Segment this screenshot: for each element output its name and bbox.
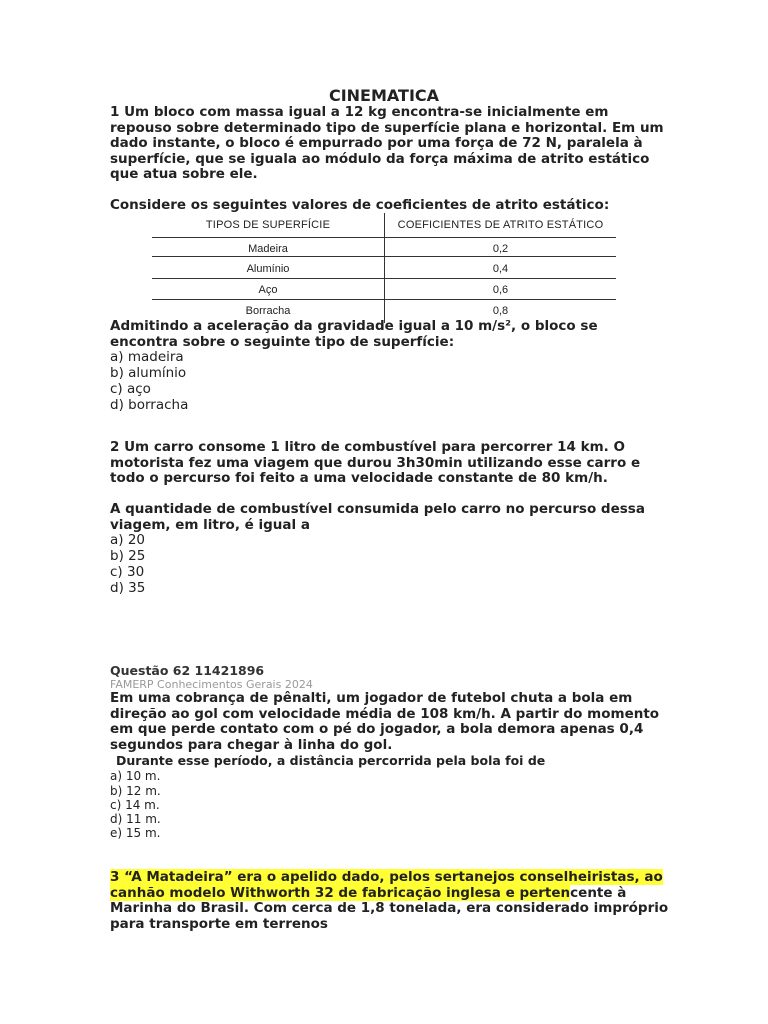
answer-option: c) 30	[110, 563, 145, 580]
table-cell-surface: Borracha	[245, 305, 291, 317]
consider-text: Considere os seguintes valores de coeficientes de atrito estático:	[110, 197, 610, 213]
table-cell-surface: Alumínio	[246, 263, 290, 275]
question-2-prompt	[110, 502, 670, 596]
table-column-divider	[384, 213, 385, 323]
question-1-prompt	[110, 319, 670, 413]
answer-option: a) madeira	[110, 349, 184, 366]
answer-option: d) borracha	[110, 396, 189, 413]
answer-option: a) 10 m.	[110, 769, 161, 784]
question-62	[110, 664, 670, 840]
answer-option: c) 14 m.	[110, 797, 160, 812]
answer-option: d) 11 m.	[110, 811, 161, 826]
table-cell-coefficient: 0,6	[492, 284, 509, 296]
question-3	[110, 870, 670, 932]
table-cell-surface: Madeira	[248, 243, 288, 255]
question-2	[110, 440, 670, 487]
question-2-question: A quantidade de combustível consumida pelo carro no percurso dessa viagem, em litro, é igual a	[110, 501, 645, 533]
answer-option: b) 25	[110, 547, 146, 564]
question-source: FAMERP Conhecimentos Gerais 2024	[110, 678, 313, 691]
question-1-consider	[110, 198, 670, 214]
page-title: CINEMATICA	[328, 86, 440, 105]
table-cell-surface: Aço	[258, 284, 278, 296]
answer-option: b) 12 m.	[110, 783, 161, 798]
answer-option: e) 15 m.	[110, 826, 161, 841]
table-cell-coefficient: 0,8	[492, 305, 509, 317]
table-header-coefficient: COEFICIENTES DE ATRITO ESTÁTICO	[397, 219, 604, 231]
question-1-question: Admitindo a aceleração da gravidade igual a 10 m/s², o bloco se encontra sobre o seguinte tipo de superfície:	[110, 318, 598, 350]
highlighted-text: 3 “A Matadeira” era o apelido dado, pelos sertanejos conselheiristas, ao canhão modelo Withworth 32 de fabricação inglesa e perten	[110, 869, 663, 901]
answer-option: d) 35	[110, 579, 146, 596]
friction-table	[152, 213, 616, 323]
table-header-surface: TIPOS DE SUPERFÍCIE	[205, 219, 331, 231]
answer-option: b) alumínio	[110, 364, 187, 381]
table-cell-coefficient: 0,4	[492, 263, 509, 275]
question-2-statement: 2 Um carro consome 1 litro de combustível para percorrer 14 km. O motorista fez uma viagem que durou 3h30min utilizando esse carro e todo o percurso foi feito a uma velocidade constante de 80 km/h.	[110, 439, 641, 487]
answer-option: a) 20	[110, 532, 146, 549]
answer-option: c) aço	[110, 380, 151, 397]
question-1	[110, 105, 670, 183]
question-3-statement	[110, 870, 670, 932]
question-number-label: Questão 62 11421896	[110, 663, 265, 678]
question-62-statement: Em uma cobrança de pênalti, um jogador de futebol chuta a bola em direção ao gol com velocidade média de 108 km/h. A partir do momento em que perde contato com o pé do jogador, a bola demora apenas 0,4 segundos para chegar à linha do gol.	[110, 690, 660, 753]
question-1-statement: 1 Um bloco com massa igual a 12 kg encontra-se inicialmente em repouso sobre determinado tipo de superfície plana e horizontal. Em um dado instante, o bloco é empurrado por uma força de 72 N, paralela à superfície, que se iguala ao módulo da força máxima de atrito estático que atua sobre ele.	[110, 104, 664, 183]
table-cell-coefficient: 0,2	[492, 243, 509, 255]
question-62-question: Durante esse período, a distância percorrida pela bola foi de	[116, 753, 546, 769]
question-3-continuation: cente à Marinha do Brasil. Com cerca de 1,8 tonelada, era considerado impróprio para transporte em terrenos	[110, 884, 669, 932]
